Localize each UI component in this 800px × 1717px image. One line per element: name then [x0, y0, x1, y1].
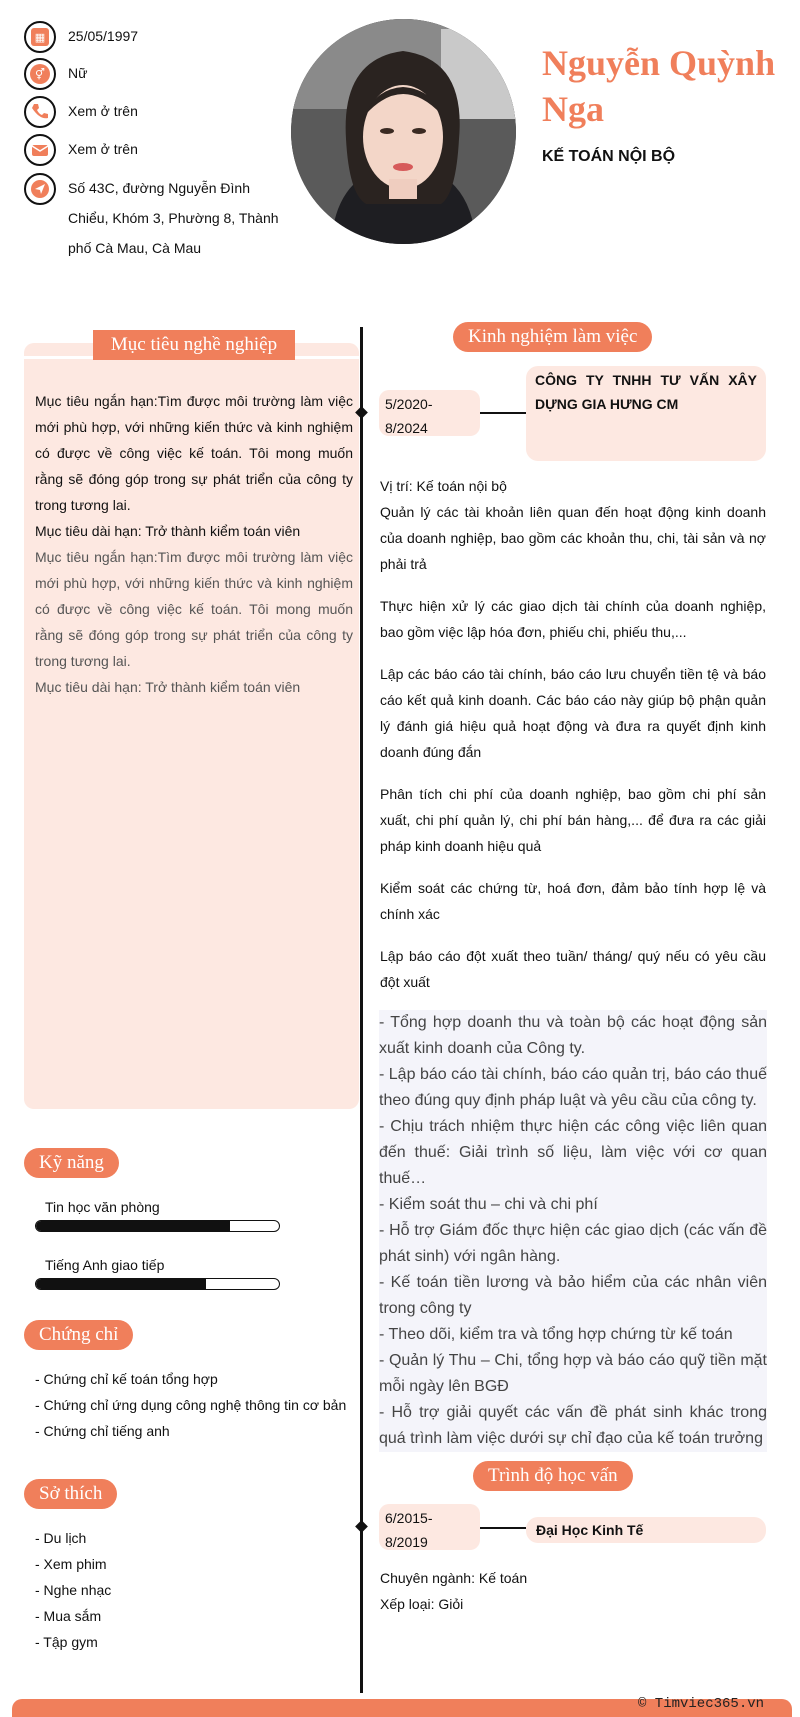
- experience-details: [380, 473, 766, 1011]
- highlight-item: - Tổng hợp doanh thu và toàn bộ các hoạt động sản xuất kinh doanh của Công ty.: [379, 1010, 767, 1062]
- hobbies-title: Sở thích: [24, 1479, 117, 1509]
- certificates-list: [35, 1366, 346, 1444]
- skill-label: Tiếng Anh giao tiếp: [45, 1257, 165, 1273]
- name-line: Nguyễn Quỳnh: [542, 43, 776, 83]
- contact-gender: [24, 58, 87, 90]
- certificate-item: - Chứng chỉ tiếng anh: [35, 1423, 170, 1439]
- skill-label: Tin học văn phòng: [45, 1199, 160, 1215]
- avatar: [291, 19, 516, 244]
- education-grade: Xếp loại: Giỏi: [380, 1596, 464, 1612]
- highlight-item: - Lập báo cáo tài chính, báo cáo quản trị, báo cáo thuế theo đúng quy định pháp luật và yêu cầu của công ty.: [379, 1062, 767, 1114]
- skills-title: Kỹ năng: [24, 1148, 119, 1178]
- company-name: CÔNG TY TNHH TƯ VẤN XÂY DỰNG GIA HƯNG CM: [526, 366, 766, 461]
- skill-bar: [35, 1220, 280, 1232]
- contact-birthday: [24, 21, 138, 53]
- highlight-item: - Quản lý Thu – Chi, tổng hợp và báo cáo quỹ tiền mặt mỗi ngày lên BGĐ: [379, 1348, 767, 1400]
- birthday-text: 25/05/1997: [68, 28, 139, 44]
- contact-address: [24, 173, 279, 263]
- hobby-item: - Nghe nhạc: [35, 1582, 112, 1598]
- certificate-item: - Chứng chỉ ứng dụng công nghệ thông tin cơ bản: [35, 1397, 347, 1413]
- connector-line: [480, 412, 526, 414]
- education-title: Trình độ học vấn: [473, 1461, 633, 1491]
- experience-paragraph: Lập các báo cáo tài chính, báo cáo lưu chuyển tiền tệ và báo cáo kết quả kinh doanh. Các báo cáo này giúp bộ phận quản lý đánh giá hiệu quả hoạt động và đưa ra quyết định kinh doanh đúng đắn: [380, 666, 766, 760]
- objective-short-term: Mục tiêu ngắn hạn:Tìm được môi trường làm việc mới phù hợp, với những kiến thức và kinh nghiệm có được về công việc kế toán. Tôi mong muốn rằng sẽ đóng góp trong sự phát triển của công ty trong tương lai.: [35, 393, 353, 513]
- email-text: Xem ở trên: [68, 141, 138, 157]
- experience-title: Kinh nghiệm làm việc: [453, 322, 652, 352]
- phone-icon: [24, 96, 56, 128]
- address-line: phố Cà Mau, Cà Mau: [68, 240, 202, 256]
- timeline-line: [360, 327, 363, 1693]
- experience-paragraph: Kiểm soát các chứng từ, hoá đơn, đảm bảo tính hợp lệ và chính xác: [380, 880, 766, 922]
- location-icon: [24, 173, 56, 205]
- address-line: Số 43C, đường Nguyễn Đình: [68, 180, 250, 196]
- highlight-item: - Kế toán tiền lương và bảo hiểm của các nhân viên trong công ty: [379, 1270, 767, 1322]
- date-end: 8/2019: [385, 1534, 428, 1550]
- timeline-node: [355, 1520, 368, 1533]
- footer-brand: © Timviec365.vn: [638, 1696, 765, 1712]
- experience-highlights: [379, 1010, 767, 1452]
- experience-position: Vị trí: Kế toán nội bộ: [380, 478, 507, 494]
- contact-phone: [24, 96, 138, 128]
- hobby-item: - Tập gym: [35, 1634, 98, 1650]
- name-line: Nga: [542, 89, 604, 129]
- certificate-item: - Chứng chỉ kế toán tổng hợp: [35, 1371, 218, 1387]
- skill-bar-fill: [36, 1221, 230, 1231]
- calendar-icon: ▦: [24, 21, 56, 53]
- gender-icon: ⚥: [24, 58, 56, 90]
- phone-text: Xem ở trên: [68, 103, 138, 119]
- hobbies-list: [35, 1525, 111, 1655]
- email-icon: [24, 134, 56, 166]
- objective-title: Mục tiêu nghề nghiệp: [93, 330, 295, 360]
- address-line: Chiểu, Khóm 3, Phường 8, Thành: [68, 210, 279, 226]
- objective-text: [35, 388, 353, 700]
- experience-paragraph: Thực hiện xử lý các giao dịch tài chính của doanh nghiệp, bao gồm việc lập hóa đơn, phiếu chi, phiếu thu,...: [380, 598, 766, 640]
- education-date: [379, 1504, 480, 1550]
- education-details: [380, 1565, 527, 1617]
- objective-long-term: Mục tiêu dài hạn: Trở thành kiểm toán viên: [35, 523, 301, 539]
- education-major: Chuyên ngành: Kế toán: [380, 1570, 528, 1586]
- experience-paragraph: Phân tích chi phí của doanh nghiệp, bao gồm chi phí sản xuất, chi phí quản lý, chi phí bán hàng,... để đưa ra các giải pháp kinh doanh hiệu quả: [380, 786, 766, 854]
- objective-long-term-repeat: Mục tiêu dài hạn: Trở thành kiểm toán viên: [35, 679, 301, 695]
- connector-line: [480, 1527, 526, 1529]
- skill-bar: [35, 1278, 280, 1290]
- highlight-item: - Chịu trách nhiệm thực hiện các công việc liên quan đến thuế: Giải trình số liệu, làm việc với cơ quan thuế…: [379, 1114, 767, 1192]
- hobby-item: - Mua sắm: [35, 1608, 102, 1624]
- certificates-title: Chứng chỉ: [24, 1320, 133, 1350]
- highlight-item: - Kiểm soát thu – chi và chi phí: [379, 1192, 767, 1218]
- date-start: 6/2015-: [385, 1510, 433, 1526]
- experience-date: [379, 390, 480, 436]
- highlight-item: - Hỗ trợ giải quyết các vấn đề phát sinh khác trong quá trình làm việc dưới sự chỉ đạo của kế toán trưởng: [379, 1400, 767, 1452]
- objective-short-term-repeat: Mục tiêu ngắn hạn:Tìm được môi trường làm việc mới phù hợp, với những kiến thức và kinh nghiệm có được về công việc kế toán. Tôi mong muốn rằng sẽ đóng góp trong sự phát triển của công ty trong tương lai.: [35, 549, 353, 669]
- date-start: 5/2020-: [385, 396, 433, 412]
- gender-text: Nữ: [68, 65, 88, 81]
- highlight-item: - Theo dõi, kiểm tra và tổng hợp chứng từ kế toán: [379, 1322, 767, 1348]
- school-name: Đại Học Kinh Tế: [526, 1517, 766, 1543]
- skill-bar-fill: [36, 1279, 206, 1289]
- experience-paragraph: Quản lý các tài khoản liên quan đến hoạt động kinh doanh của doanh nghiệp, bao gồm các khoản thu, chi, tài sản và nợ phải trả: [380, 504, 766, 572]
- contact-email: [24, 134, 138, 166]
- job-title: KẾ TOÁN NỘI BỘ: [542, 148, 676, 165]
- address-text: [68, 173, 279, 263]
- highlight-item: - Hỗ trợ Giám đốc thực hiện các giao dịch (các vấn đề phát sinh) với ngân hàng.: [379, 1218, 767, 1270]
- hobby-item: - Xem phim: [35, 1556, 107, 1572]
- date-end: 8/2024: [385, 420, 428, 436]
- candidate-name: [542, 40, 792, 132]
- hobby-item: - Du lịch: [35, 1530, 87, 1546]
- experience-paragraph: Lập báo cáo đột xuất theo tuần/ tháng/ quý nếu có yêu cầu đột xuất: [380, 948, 766, 990]
